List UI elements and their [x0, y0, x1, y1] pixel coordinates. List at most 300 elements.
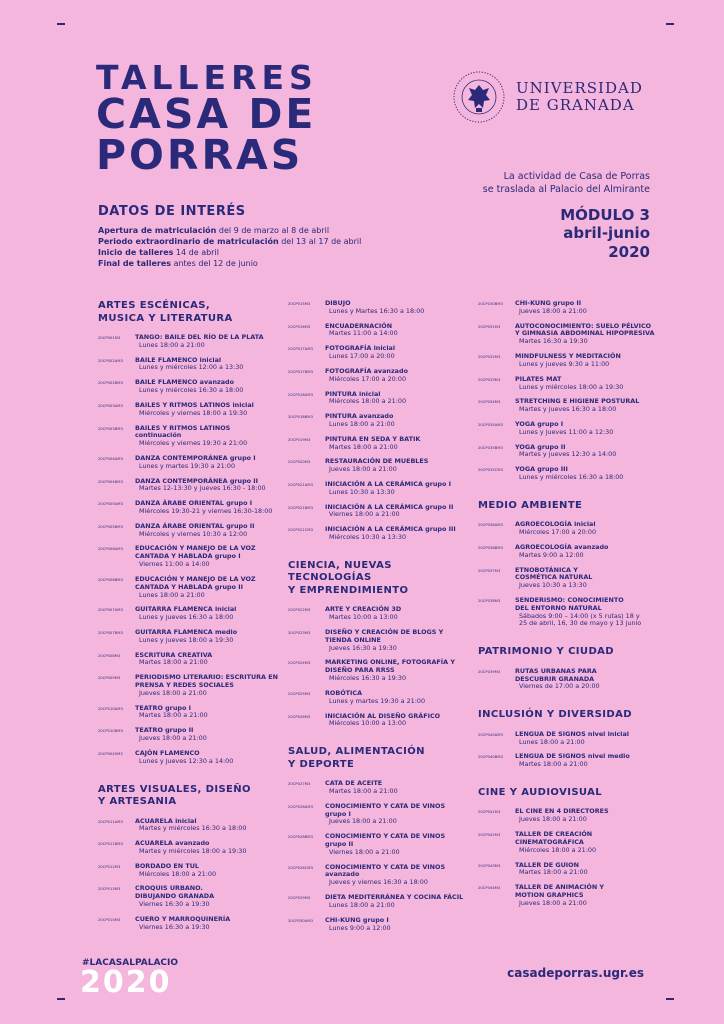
workshop-schedule: Jueves 18:00 a 21:00	[329, 817, 397, 826]
key-date-line	[98, 236, 361, 247]
workshop-code: 20CP004AM3	[98, 456, 123, 461]
workshop-schedule: Martes 18:00 a 21:00	[519, 760, 588, 769]
workshop-schedule: Miércoles 17:00 a 20:00	[519, 528, 597, 537]
workshop-name: TALLER DE GUION	[515, 860, 579, 869]
workshop-name: SENDERISMO: CONOCIMIENTO DEL ENTORNO NATURAL	[515, 596, 624, 612]
workshop-entry	[478, 597, 658, 628]
section-heading: PATRIMONIO Y CIUDAD	[478, 646, 614, 658]
workshop-code: 20CP028CM3	[288, 865, 314, 870]
workshop-schedule: Miércoles y viernes 18:00 a 19:30	[139, 408, 248, 417]
workshop-entry	[98, 840, 278, 856]
workshop-name: BAILE FLAMENCO inicial	[135, 355, 222, 364]
workshop-name: BAILE FLAMENCO avanzado	[135, 378, 234, 387]
workshop-entry	[98, 916, 278, 932]
workshop-name: CHI-KUNG grupo II	[515, 299, 582, 307]
workshop-entry	[98, 334, 278, 350]
workshop-name: PERIODISMO LITERARIO: ESCRITURA EN PRENSA Y REDES SOCIALES	[135, 673, 278, 689]
workshop-entry	[478, 808, 658, 824]
workshop-code: 20CP028BM3	[288, 835, 313, 840]
workshop-entry	[288, 833, 470, 856]
workshop-name: BAILES Y RITMOS LATINOS continuación	[135, 423, 231, 440]
key-date-line	[98, 247, 361, 258]
column-2	[288, 300, 470, 939]
workshop-code: 20CP023M3	[288, 631, 311, 635]
workshop-schedule: Lunes y miércoles 16:30 a 18:00	[139, 386, 244, 395]
workshop-code: 20CP040AM3	[478, 732, 503, 737]
workshop-name: ACUARELA inicial	[135, 816, 197, 825]
crop-mark	[57, 23, 65, 25]
poster-title	[96, 58, 318, 179]
key-date-value: antes del 12 de junio	[171, 259, 258, 269]
footer-year: 2020	[80, 965, 172, 1000]
workshop-entry	[288, 504, 470, 520]
workshop-entry	[288, 606, 470, 622]
workshop-schedule: Martes 9:00 a 12:00	[519, 550, 584, 559]
workshop-schedule: Viernes 18:00 a 21:00	[329, 510, 400, 519]
workshop-name: EL CINE EN 4 DIRECTORES	[515, 807, 609, 816]
workshop-code: 20CP002AM3	[98, 358, 123, 363]
workshop-entry	[478, 668, 658, 691]
workshop-schedule: Martes 10:00 a 13:00	[329, 613, 398, 622]
workshop-name: FOTOGRAFÍA avanzado	[325, 366, 408, 375]
workshop-schedule: Jueves 10:30 a 13:30	[519, 581, 587, 590]
workshop-name: BORDADO EN TUL	[135, 861, 199, 870]
workshop-code: 20CP011BM3	[98, 842, 123, 847]
workshop-name: CHI-KUNG grupo I	[325, 915, 389, 924]
workshop-name: CROQUIS URBANO. DIBUJANDO GRANADA	[135, 884, 215, 901]
title-line-2: CASA DE	[96, 90, 317, 139]
workshop-entry	[288, 458, 470, 474]
workshop-schedule: Martes y jueves 12:30 a 14:00	[519, 450, 617, 459]
workshop-name: DANZA ÁRABE ORIENTAL grupo I	[135, 499, 253, 508]
workshop-schedule: Lunes y miércoles 12:00 a 13:30	[139, 363, 244, 372]
workshop-code: 20CP016M3	[288, 324, 311, 329]
workshop-code: 20CP021CM3	[288, 528, 314, 533]
workshop-code: 20CP032M3	[478, 355, 501, 360]
workshop-code: 20CP012M3	[98, 864, 121, 869]
key-date-line	[98, 225, 361, 236]
workshop-schedule: Lunes 9:00 a 12:00	[329, 923, 391, 932]
workshop-code: 20CP004BM3	[98, 479, 123, 484]
workshop-name: AGROECOLOGÍA avanzado	[515, 542, 609, 551]
workshop-schedule: Lunes 18:00 a 21:00	[329, 900, 395, 909]
key-date-value: del 13 al 17 de abril	[278, 237, 362, 247]
workshop-entry	[478, 862, 658, 878]
workshop-code: 20CP015M3	[288, 302, 311, 306]
workshop-name: FOTOGRAFÍA inicial	[325, 344, 396, 353]
workshop-entry	[288, 413, 470, 429]
workshop-code: 20CP038M3	[478, 599, 501, 603]
workshop-schedule: Martes 18:00 a 21:00	[329, 442, 398, 451]
crop-mark	[666, 998, 674, 1000]
workshop-schedule: Lunes y miércoles 18:00 a 19:30	[519, 382, 624, 391]
workshop-entry	[288, 864, 470, 887]
workshop-name: CUERO Y MARROQUINERÍA	[135, 914, 231, 923]
workshop-schedule: Lunes y miércoles 16:30 a 18:00	[519, 473, 624, 481]
workshop-code: 20CP036BM3	[478, 545, 503, 550]
workshop-schedule: Miércoles 16:30 a 19:30	[329, 674, 407, 683]
workshop-name: DANZA CONTEMPORÁNEA grupo I	[135, 453, 256, 462]
workshop-schedule: Viernes 16:30 a 19:30	[139, 922, 210, 931]
workshop-name: EDUCACIÓN Y MANEJO DE LA VOZ CANTADA Y HABLADA grupo II	[135, 574, 256, 591]
workshop-schedule: Lunes y martes 19:30 a 21:00	[139, 461, 236, 470]
workshop-schedule: Lunes 18:00 a 21:00	[139, 590, 205, 599]
workshop-code: 20CP003AM3	[98, 403, 123, 408]
workshop-schedule: Miércoles 18:00 a 21:00	[139, 869, 217, 878]
workshop-entry	[288, 300, 470, 316]
workshop-name: PILATES MAT	[515, 374, 562, 383]
workshop-entry	[478, 300, 658, 316]
key-dates	[98, 204, 361, 269]
workshop-schedule: Miércoles y viernes 19:30 a 21:00	[139, 439, 248, 448]
workshop-code: 20CP042M3	[478, 833, 501, 838]
workshop-name: DANZA CONTEMPORÁNEA grupo II	[135, 476, 259, 485]
workshop-entry	[98, 379, 278, 395]
workshop-entry	[288, 917, 470, 933]
workshop-code: 20CP010AM3	[98, 706, 123, 711]
workshop-entry	[98, 750, 278, 766]
workshop-name: DIETA MEDITERRÁNEA Y COCINA FÁCIL	[325, 893, 464, 902]
workshop-code: 20CP031M3	[478, 324, 501, 329]
key-date-label: Periodo extraordinario de matriculación	[98, 237, 279, 247]
workshop-entry	[478, 521, 658, 537]
relocation-notice	[483, 171, 650, 197]
workshop-code: 20CP022M3	[288, 608, 311, 613]
workshop-name: INICIACIÓN A LA CERÁMICA grupo I	[325, 480, 451, 488]
workshop-schedule: Viernes 16:30 a 19:30	[139, 900, 210, 908]
workshop-name: CATA DE ACEITE	[325, 779, 383, 788]
workshop-schedule: Jueves 18:00 a 21:00	[139, 734, 207, 743]
workshop-schedule: Lunes 17:00 a 20:00	[329, 352, 395, 361]
section-heading: MEDIO AMBIENTE	[478, 499, 583, 511]
module-number: MÓDULO 3	[560, 206, 650, 224]
workshop-entry	[98, 402, 278, 418]
workshop-schedule: Lunes y jueves 16:30 a 18:00	[139, 613, 234, 622]
workshop-code: 20CP0045M3	[98, 751, 123, 756]
title-line-3: PORRAS	[96, 130, 304, 179]
workshop-code: 20CP039M3	[478, 669, 501, 674]
workshop-code: 20CP003BM3	[98, 426, 123, 431]
workshop-code: 20CP034M3	[478, 400, 501, 405]
workshop-name: YOGA grupo I	[515, 419, 564, 428]
workshop-name: ENCUADERNACIÓN	[325, 321, 393, 330]
workshop-code: 20CP037M3	[478, 568, 501, 573]
workshop-entry	[98, 523, 278, 539]
workshop-name: CONOCIMIENTO Y CATA DE VINOS avanzado	[325, 862, 446, 879]
workshop-schedule: Jueves 18:00 a 21:00	[329, 465, 397, 474]
section-heading: INCLUSIÓN Y DIVERSIDAD	[478, 709, 632, 721]
workshop-name: ROBÓTICA	[325, 688, 363, 697]
workshop-code: 20CP035CM3	[478, 468, 504, 473]
workshop-code: 20CP029M3	[288, 896, 311, 901]
workshop-code: 20CP005AM3	[98, 502, 123, 507]
workshop-schedule: Jueves 18:00 a 21:00	[519, 306, 587, 315]
workshop-entry	[98, 863, 278, 879]
workshop-name: DANZA ÁRABE ORIENTAL grupo II	[135, 521, 255, 530]
workshop-schedule: Lunes y jueves 18:00 a 19:30	[139, 635, 234, 644]
workshop-entry	[478, 884, 658, 907]
workshop-entry	[478, 376, 658, 392]
workshop-schedule: Jueves 16:30 a 19:30	[329, 643, 397, 652]
workshop-name: TEATRO grupo I	[135, 703, 191, 712]
key-date-label: Final de talleres	[98, 259, 172, 269]
workshop-name: TALLER DE ANIMACIÓN Y MOTION GRAPHICS	[515, 883, 605, 899]
workshop-entry	[288, 391, 470, 407]
workshop-name: GUITARRA FLAMENCA medio	[135, 627, 238, 636]
workshop-name: EDUCACIÓN Y MANEJO DE LA VOZ CANTADA Y HABLADA grupo I	[135, 544, 256, 561]
workshop-schedule: Lunes y jueves 9:30 a 11:00	[519, 359, 610, 368]
workshop-entry	[98, 576, 278, 599]
workshop-entry	[98, 885, 278, 908]
workshop-schedule: Jueves 18:00 a 21:00	[519, 815, 587, 824]
workshop-code: 20CP013M3	[98, 887, 121, 892]
notice-line-1: La actividad de Casa de Porras	[503, 171, 650, 182]
workshop-code: 20CP010BM3	[98, 729, 123, 734]
workshop-code: 20CP017BM3	[288, 369, 313, 374]
workshop-code: 20CP002BM3	[98, 381, 123, 386]
module-period: abril-junio	[563, 224, 650, 243]
workshop-entry	[288, 894, 470, 910]
section-heading: ARTES ESCÉNICAS, MUSICA Y LITERATURA	[98, 300, 233, 324]
workshop-entry	[478, 353, 658, 369]
workshop-name: PINTURA inicial	[325, 389, 381, 398]
workshop-schedule: Lunes 18:00 a 21:00	[329, 419, 395, 428]
workshop-name: MARKETING ONLINE, FOTOGRAFÍA Y DISEÑO PARA RRSS	[325, 658, 455, 675]
key-date-value: 14 de abril	[173, 248, 219, 258]
workshop-code: 20CP036AM3	[478, 523, 503, 528]
workshop-name: DISEÑO Y CREACIÓN DE BLOGS Y TIENDA ONLINE	[325, 628, 444, 644]
workshop-schedule: Jueves y viernes 16:30 a 18:00	[329, 878, 428, 887]
workshop-entry	[288, 345, 470, 361]
workshop-schedule: Miércoles 10:30 a 13:30	[329, 533, 407, 542]
key-date-label: Apertura de matriculación	[98, 226, 217, 235]
workshop-entry	[478, 567, 658, 590]
workshop-code: 20CP009M3	[98, 676, 121, 681]
workshop-entry	[288, 481, 470, 497]
workshop-code: 20CP030AM3	[288, 918, 313, 923]
workshop-code: 20CP033M3	[478, 377, 501, 382]
workshop-schedule: Lunes 18:00 a 21:00	[519, 737, 585, 746]
workshop-name: LENGUA DE SIGNOS nivel inicial	[515, 729, 629, 738]
workshop-name: DIBUJO	[325, 299, 351, 307]
key-dates-heading: DATOS DE INTERÉS	[98, 204, 246, 219]
workshop-code: 20CP043M3	[478, 863, 501, 868]
workshop-entry	[98, 478, 278, 494]
workshop-name: PINTURA EN SEDA Y BATIK	[325, 434, 421, 443]
workshop-schedule: Lunes 10:30 a 13:30	[329, 487, 395, 496]
workshop-name: CONOCIMIENTO Y CATA DE VINOS grupo I	[325, 801, 446, 818]
section-heading: SALUD, ALIMENTACIÓN Y DEPORTE	[288, 746, 425, 770]
workshop-entry	[288, 368, 470, 384]
workshop-entry	[98, 500, 278, 516]
workshop-name: TEATRO grupo II	[135, 726, 194, 735]
workshop-entry	[478, 444, 658, 460]
workshop-entry	[478, 421, 658, 437]
workshop-code: 20CP025M3	[288, 691, 311, 696]
workshop-name: CONOCIMIENTO Y CATA DE VINOS grupo II	[325, 832, 446, 848]
workshop-entry	[478, 544, 658, 560]
workshop-entry	[288, 323, 470, 339]
workshop-entry	[288, 803, 470, 826]
workshop-schedule: Miércoles 18:00 a 21:00	[329, 397, 407, 406]
workshop-code: 20CP041M3	[478, 810, 501, 815]
workshop-schedule: Miércoles 18:00 a 21:00	[519, 845, 597, 854]
workshop-schedule: Lunes y martes 19:30 a 21:00	[329, 696, 426, 705]
workshop-name: ESCRITURA CREATIVA	[135, 650, 213, 659]
workshop-code: 20CP035AM3	[478, 422, 503, 427]
column-3	[478, 300, 658, 915]
workshop-schedule: Lunes 18:00 a 21:00	[139, 340, 205, 349]
workshop-name: INICIACIÓN A LA CERÁMICA grupo III	[325, 525, 456, 534]
workshop-entry	[478, 398, 658, 414]
workshop-code: 20CP044M3	[478, 886, 501, 891]
workshop-schedule: Martes 16:30 a 19:30	[519, 337, 588, 346]
workshop-schedule: Lunes y jueves 12:30 a 14:00	[139, 756, 234, 765]
title-line-1: TALLERES	[96, 58, 318, 97]
workshop-entry	[288, 629, 470, 652]
workshop-entry	[98, 705, 278, 721]
workshop-name: RESTAURACIÓN DE MUEBLES	[325, 457, 429, 466]
workshop-name: RUTAS URBANAS PARA DESCUBRIR GRANADA	[515, 666, 597, 683]
workshop-code: 20CP005BM3	[98, 524, 123, 529]
university-logo	[452, 70, 643, 124]
workshop-name: MINDFULNESS Y MEDITACIÓN	[515, 352, 621, 361]
workshop-schedule: Martes 18:00 a 21:00	[329, 786, 398, 795]
workshop-code: 20CP026M3	[288, 714, 311, 719]
workshop-entry	[98, 425, 278, 448]
workshop-code: 20CP011AM3	[98, 819, 123, 824]
workshop-name: LENGUA DE SIGNOS nivel medio	[515, 752, 630, 761]
workshop-entry	[98, 674, 278, 697]
workshop-code: 20CP007BM3	[98, 630, 123, 635]
university-name-line-1: UNIVERSIDAD	[516, 78, 643, 97]
crop-mark	[666, 23, 674, 25]
module-year: 2020	[608, 242, 650, 261]
workshop-name: GUITARRA FLAMENCA inicial	[135, 605, 237, 614]
workshop-code: 20CP027M3	[288, 782, 311, 787]
workshop-code: 20CP035BM3	[478, 445, 503, 450]
workshop-name: ETNOBOTÁNICA Y COSMÉTICA NATURAL	[515, 565, 593, 582]
hashtag: #LACASALPALACIO	[82, 958, 179, 968]
workshop-schedule: Sábados 9:00 – 14:00 (x 5 rutas) 18 y 25 de abril, 16, 30 de mayo y 13 junio	[519, 611, 642, 628]
workshop-entry	[288, 526, 470, 542]
workshop-code: 20CP018AM3	[288, 392, 313, 397]
workshop-entry	[288, 659, 470, 682]
workshop-schedule: Martes 18:00 a 21:00	[139, 711, 208, 720]
workshop-code: 20CP007AM3	[98, 608, 123, 613]
workshop-schedule: Miércoles 19:30-21 y viernes 16:30-18:00	[139, 507, 273, 515]
section-heading: CINE Y AUDIOVISUAL	[478, 786, 603, 798]
workshop-name: AGROECOLOGÍA inicial	[515, 520, 596, 529]
workshop-name: PINTURA avanzado	[325, 412, 394, 421]
workshop-code: 20CP030BM3	[478, 302, 503, 306]
workshop-code: 20CP001M3	[98, 336, 121, 340]
workshop-name: BAILES Y RITMOS LATINOS inicial	[135, 400, 254, 409]
module-info	[560, 206, 650, 261]
key-date-line	[98, 258, 361, 269]
workshop-code: 20CP006AM3	[98, 547, 123, 552]
workshop-name: YOGA grupo II	[515, 442, 566, 451]
workshop-code: 20CP040BM3	[478, 755, 503, 760]
workshop-code: 20CP017AM3	[288, 347, 313, 352]
workshop-entry	[98, 727, 278, 743]
workshop-name: ARTE Y CREACIÓN 3D	[325, 605, 402, 614]
workshop-entry	[98, 455, 278, 471]
workshop-schedule: Martes y miércoles 18:00 a 19:30	[139, 846, 247, 855]
workshop-entry	[288, 780, 470, 796]
workshop-entry	[478, 323, 658, 346]
workshop-name: ACUARELA avanzado	[135, 839, 210, 848]
workshop-code: 20CP006BM3	[98, 577, 123, 582]
section-heading: CIENCIA, NUEVAS TECNOLOGÍAS Y EMPRENDIMIENTO	[288, 559, 409, 596]
workshop-name: AUTOCONOCIMIENTO: SUELO PÉLVICO Y GIMNASIA ABDOMINAL HIPOPRESIVA	[515, 321, 655, 338]
workshop-entry	[478, 731, 658, 747]
workshop-entry	[98, 629, 278, 645]
workshop-name: TANGO: BAILE DEL RÍO DE LA PLATA	[135, 333, 264, 341]
workshop-code: 20CP021BM3	[288, 505, 313, 510]
workshop-schedule: Martes 18:00 a 21:00	[519, 868, 588, 877]
workshop-code: 20CP019M3	[288, 437, 311, 442]
workshop-entry	[478, 466, 658, 482]
workshop-schedule: Viernes 18:00 a 21:00	[329, 847, 400, 856]
workshop-entry	[478, 753, 658, 769]
university-name-line-2: DE GRANADA	[516, 96, 635, 114]
university-seal-icon	[452, 70, 506, 124]
workshop-schedule: Jueves 18:00 a 21:00	[139, 688, 207, 697]
crop-mark	[57, 998, 65, 1000]
workshop-name: TALLER DE CREACIÓN CINEMATOGRÁFICA	[515, 830, 593, 846]
workshop-code: 20CP024M3	[288, 661, 311, 666]
workshop-code: 20CP014M3	[98, 917, 121, 922]
workshop-code: 20CP028AM3	[288, 804, 313, 809]
workshop-code: 20CP020M3	[288, 460, 311, 465]
workshop-entry	[288, 690, 470, 706]
workshop-schedule: Martes y jueves 16:30 a 18:00	[519, 405, 617, 414]
workshop-name: INICIACIÓN A LA CERÁMICA grupo II	[325, 502, 454, 511]
workshop-schedule: Martes 12-13:30 y jueves 16:30 - 18:00	[139, 484, 266, 493]
workshop-name: STRETCHING E HIGIENE POSTURAL	[515, 397, 640, 406]
workshop-schedule: Viernes de 17:00 a 20:00	[519, 682, 600, 691]
workshop-entry	[288, 436, 470, 452]
workshop-schedule: Lunes y jueves 11:00 a 12:30	[519, 427, 614, 436]
notice-line-2: se traslada al Palacio del Almirante	[482, 183, 650, 195]
key-date-value: del 9 de marzo al 8 de abril	[216, 226, 330, 235]
workshop-code: 20CP018BM3	[288, 415, 313, 420]
workshop-schedule: Martes y miércoles 16:30 a 18:00	[139, 824, 247, 833]
workshop-entry	[98, 357, 278, 373]
workshop-code: 20CP021AM3	[288, 483, 313, 487]
workshop-entry	[288, 713, 470, 729]
workshop-name: INICIACIÓN AL DISEÑO GRÁFICO	[325, 711, 441, 720]
key-date-label: Inicio de talleres	[98, 248, 174, 258]
workshop-schedule: Viernes 11:00 a 14:00	[139, 560, 210, 569]
workshop-schedule: Miércoles y viernes 10:30 a 12:00	[139, 529, 248, 538]
workshop-schedule: Miércoles 10:00 a 13:00	[329, 719, 407, 728]
workshop-schedule: Martes 11:00 a 14:00	[329, 329, 398, 338]
workshop-entry	[98, 606, 278, 622]
website-link[interactable]: casadeporras.ugr.es	[507, 966, 644, 980]
workshop-code: 20CP008M3	[98, 653, 121, 658]
column-1	[98, 300, 278, 938]
section-heading: ARTES VISUALES, DISEÑO Y ARTESANIA	[98, 783, 251, 807]
workshop-name: YOGA grupo III	[515, 465, 568, 474]
workshop-entry	[98, 652, 278, 668]
workshop-schedule: Miércoles 17:00 a 20:00	[329, 374, 407, 383]
workshop-schedule: Lunes y Martes 16:30 a 18:00	[329, 306, 425, 315]
workshop-entry	[98, 545, 278, 568]
workshop-entry	[98, 818, 278, 834]
workshop-schedule: Martes 18:00 a 21:00	[139, 658, 208, 667]
